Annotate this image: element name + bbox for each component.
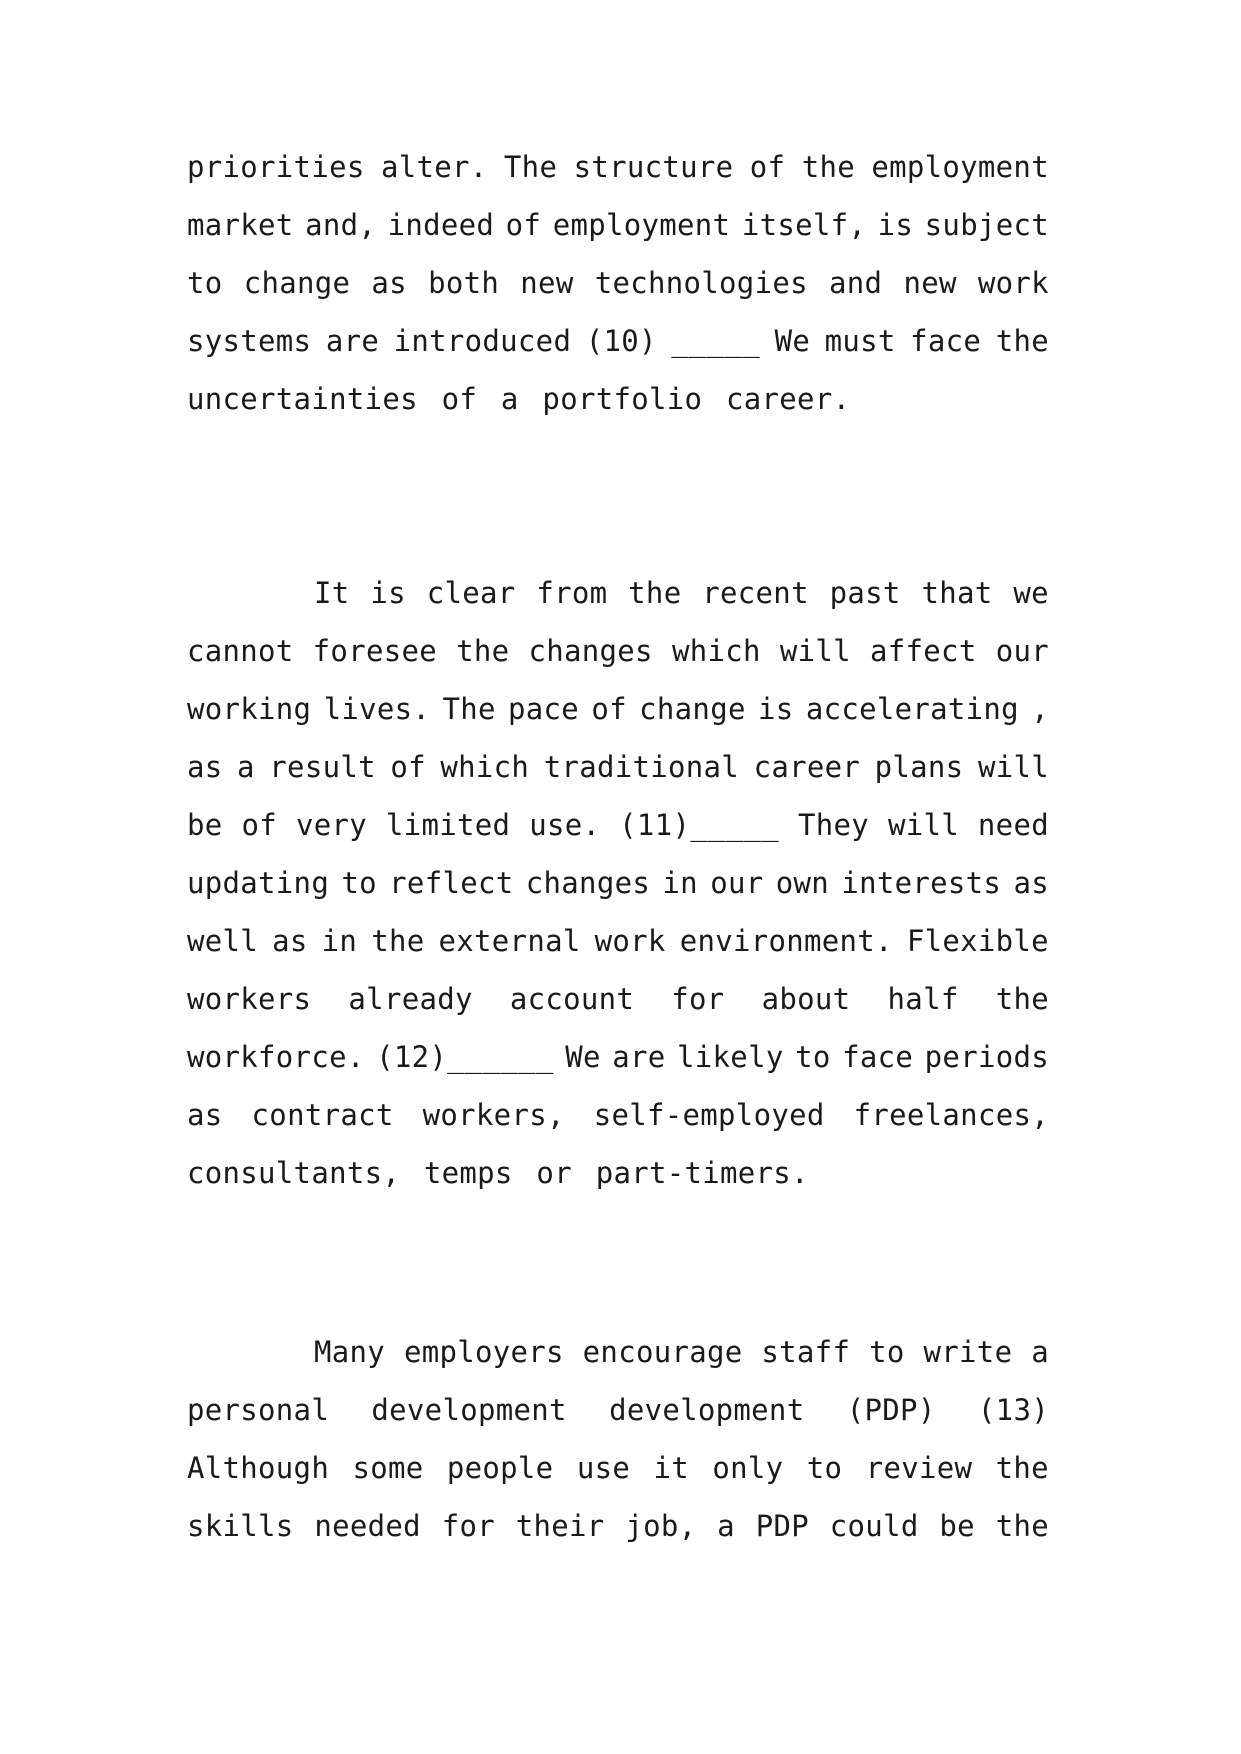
word: technologies <box>594 266 808 300</box>
word: lives. <box>323 692 431 726</box>
word: subject <box>924 208 1049 242</box>
word: (13) <box>977 1393 1049 1427</box>
word: needed <box>314 1509 421 1543</box>
word: the <box>801 150 855 184</box>
word: the <box>995 1509 1049 1543</box>
word: is <box>758 692 794 726</box>
word: (11)_____ <box>619 808 780 842</box>
word: accelerating <box>805 692 1019 726</box>
word: changes <box>528 634 653 668</box>
word: as <box>187 750 223 784</box>
word: We <box>774 324 811 358</box>
word: already <box>348 982 473 1016</box>
word: introduced <box>393 324 572 358</box>
word: affect <box>870 634 977 668</box>
word: itself, <box>741 208 867 242</box>
word: will <box>887 808 959 842</box>
word: alter. <box>380 150 488 184</box>
word: contract <box>251 1098 394 1132</box>
word: structure <box>573 150 734 184</box>
word: working <box>187 692 312 726</box>
paragraph-1 <box>187 138 1049 428</box>
word: reflect <box>389 866 514 900</box>
word: for <box>441 1509 495 1543</box>
word: encourage <box>582 1335 743 1369</box>
word: account <box>509 982 635 1016</box>
word: be <box>187 808 223 842</box>
word: a <box>1031 1335 1049 1369</box>
paragraph-line <box>187 680 1049 738</box>
word: the <box>628 576 682 610</box>
word: and <box>829 266 883 300</box>
word: as <box>187 1098 223 1132</box>
word: of <box>505 208 542 242</box>
paragraph-line <box>187 312 1049 370</box>
paragraph-line <box>187 854 1049 912</box>
word: work <box>977 266 1049 300</box>
word: staff <box>761 1335 851 1369</box>
word: half <box>887 982 959 1016</box>
word: likely <box>677 1040 784 1074</box>
word: priorities <box>187 150 365 184</box>
word: in <box>662 866 698 900</box>
word: our <box>710 866 764 900</box>
word: Although <box>187 1451 330 1485</box>
word: will <box>779 634 851 668</box>
word: interests <box>841 866 1002 900</box>
paragraph-line <box>187 254 1049 312</box>
paragraph-line <box>187 1439 1049 1497</box>
word: It <box>314 576 350 610</box>
paragraph-line <box>187 1381 1049 1439</box>
paragraph-line <box>187 796 1049 854</box>
word: periods <box>924 1040 1049 1074</box>
word: from <box>536 576 608 610</box>
paragraph-line <box>187 196 1049 254</box>
word: some <box>352 1451 424 1485</box>
paragraph-line <box>187 1028 1049 1086</box>
word: development <box>609 1393 805 1427</box>
word: and, <box>305 208 377 242</box>
word: environment. <box>679 924 893 958</box>
word: market <box>187 208 294 242</box>
word: career <box>753 750 861 784</box>
word: to <box>341 866 377 900</box>
word: past <box>829 576 901 610</box>
word: are <box>325 324 380 358</box>
word: it <box>653 1451 689 1485</box>
word: The <box>442 692 496 726</box>
word: change <box>243 266 351 300</box>
word: traditional <box>543 750 740 784</box>
word: (10) <box>585 324 657 358</box>
word: people <box>446 1451 554 1485</box>
paragraph-line: uncertainties of a portfolio career. <box>187 382 851 416</box>
word: development <box>371 1393 567 1427</box>
paragraph-line: consultants, temps or part-timers. <box>187 1156 809 1190</box>
paragraph-2 <box>187 564 1049 1202</box>
word: we <box>1013 576 1049 610</box>
word: is <box>877 208 914 242</box>
word: cannot <box>187 634 294 668</box>
word: systems <box>187 324 312 358</box>
word: own <box>775 866 830 900</box>
word: The <box>503 150 558 184</box>
paragraph-line <box>187 1497 1049 1555</box>
paragraph-line <box>187 138 1049 196</box>
word: job, <box>625 1509 697 1543</box>
word: workers <box>187 982 312 1016</box>
word: changes <box>525 866 651 900</box>
word: limited <box>385 808 511 842</box>
word: face <box>910 324 982 358</box>
word: new <box>520 266 574 300</box>
word: very <box>295 808 367 842</box>
word: skills <box>187 1509 294 1543</box>
word: (12)______ <box>376 1040 554 1074</box>
word: a <box>717 1509 735 1543</box>
paragraph-line <box>187 1323 1049 1381</box>
word: to <box>187 266 223 300</box>
word: workforce. <box>187 1040 365 1074</box>
word: self-employed <box>593 1098 825 1132</box>
word: , <box>1031 692 1049 726</box>
word: about <box>761 982 851 1016</box>
word: result <box>269 750 376 784</box>
word: that <box>921 576 993 610</box>
word: could <box>829 1509 919 1543</box>
word: of <box>390 750 426 784</box>
word: face <box>842 1040 914 1074</box>
word: need <box>977 808 1049 842</box>
word: must <box>824 324 896 358</box>
word: to <box>795 1040 831 1074</box>
word: the <box>995 982 1049 1016</box>
word: well <box>187 924 259 958</box>
word: personal <box>187 1393 330 1427</box>
word: use. <box>529 808 601 842</box>
word: work <box>594 924 666 958</box>
word: is <box>370 576 406 610</box>
word: the <box>371 924 425 958</box>
word: which <box>671 634 761 668</box>
paragraph-3 <box>187 1323 1049 1555</box>
word: Many <box>314 1335 386 1369</box>
word: as <box>1013 866 1049 900</box>
word: only <box>712 1451 784 1485</box>
word: indeed <box>387 208 495 242</box>
word: write <box>923 1335 1013 1369</box>
word: freelances, <box>853 1098 1049 1132</box>
word: PDP <box>755 1509 809 1543</box>
word: plans <box>874 750 964 784</box>
word: which <box>440 750 530 784</box>
word: the <box>456 634 510 668</box>
word: our <box>995 634 1049 668</box>
word: employment <box>871 150 1049 184</box>
word: both <box>428 266 500 300</box>
paragraph-line <box>187 1086 1049 1144</box>
paragraph-line <box>187 564 1049 622</box>
word: clear <box>426 576 516 610</box>
word: pace <box>508 692 580 726</box>
word: a <box>237 750 255 784</box>
paragraph-line <box>187 738 1049 796</box>
word: _____ <box>671 324 761 358</box>
word: of <box>749 150 786 184</box>
word: (PDP) <box>846 1393 936 1427</box>
word: new <box>903 266 957 300</box>
paragraph-line <box>187 622 1049 680</box>
word: of <box>591 692 627 726</box>
word: use <box>576 1451 631 1485</box>
word: We <box>565 1040 601 1074</box>
word: of <box>241 808 277 842</box>
word: their <box>515 1509 605 1543</box>
word: change <box>639 692 746 726</box>
word: employment <box>552 208 731 242</box>
paragraph-line <box>187 912 1049 970</box>
word: in <box>321 924 358 958</box>
word: as <box>272 924 308 958</box>
word: Flexible <box>906 924 1049 958</box>
word: are <box>612 1040 666 1074</box>
word: as <box>371 266 407 300</box>
word: to <box>806 1451 843 1485</box>
paragraph-line <box>187 970 1049 1028</box>
word: updating <box>187 866 330 900</box>
word: to <box>869 1335 905 1369</box>
word: the <box>995 1451 1049 1485</box>
word: recent <box>702 576 809 610</box>
word: will <box>977 750 1049 784</box>
word: They <box>797 808 869 842</box>
word: workers, <box>422 1098 565 1132</box>
word: the <box>995 324 1049 358</box>
word: review <box>865 1451 973 1485</box>
word: employers <box>403 1335 564 1369</box>
word: be <box>939 1509 975 1543</box>
word: foresee <box>312 634 437 668</box>
word: for <box>671 982 725 1016</box>
word: external <box>438 924 581 958</box>
